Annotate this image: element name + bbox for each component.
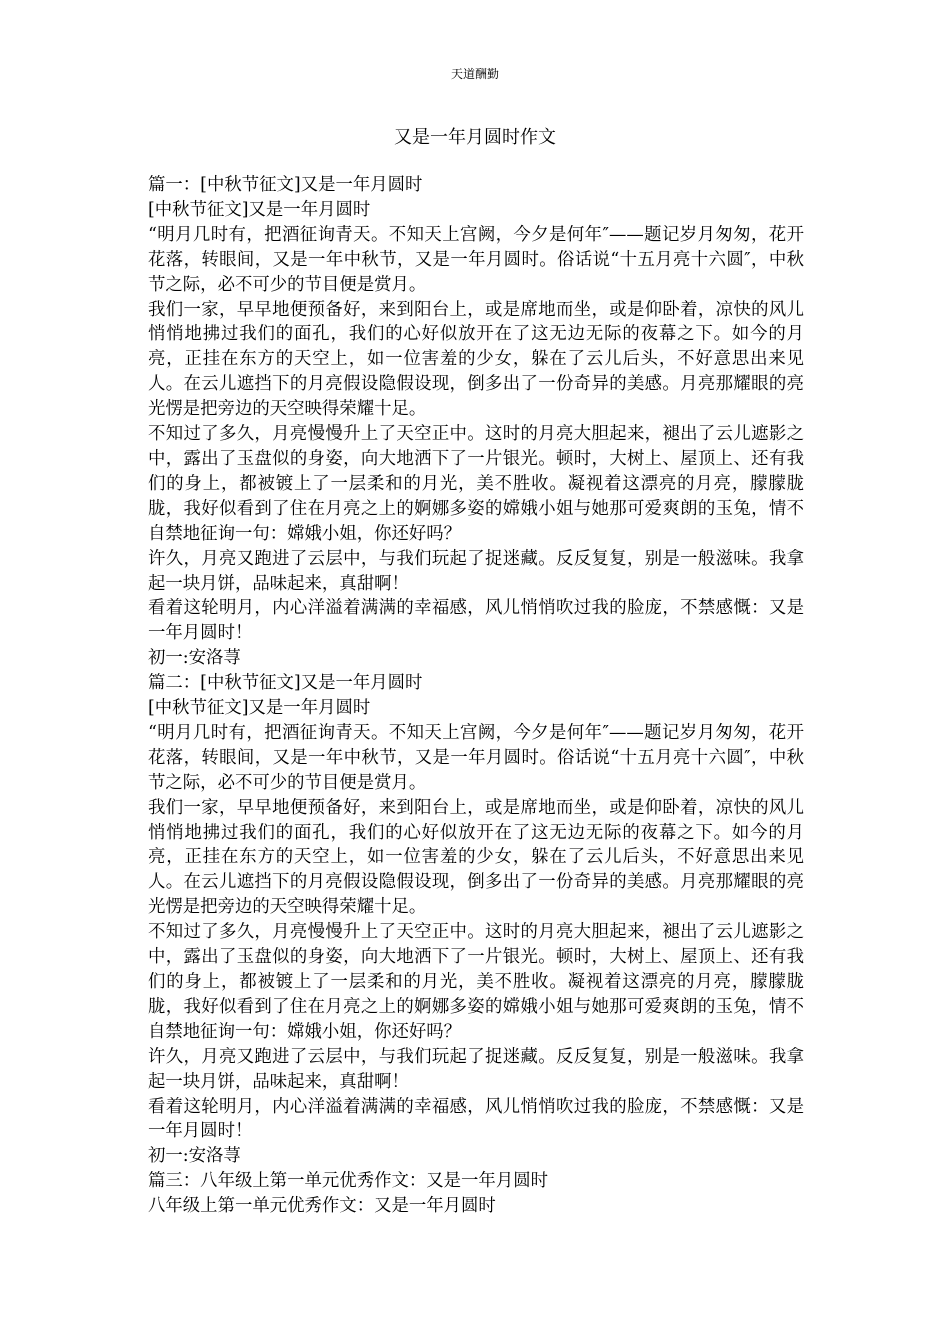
section-2-paragraph-1: “明月几时有，把酒征询青天。不知天上宫阙，今夕是何年″——题记岁月匆匆，花开花落，转眼间，又是一年中秋节，又是一年月圆时。俗话说“十五月亮十六圆″，中秋节之际，必不可少的节目便是赏月。 (148, 722, 804, 793)
section-1-paragraph-1: “明月几时有，把酒征询青天。不知天上宫阙，今夕是何年″——题记岁月匆匆，花开花落，转眼间，又是一年中秋节，又是一年月圆时。俗话说“十五月亮十六圆″，中秋节之际，必不可少的节目便是赏月。 (148, 224, 804, 295)
section-1-author: 初一:安洛荨 (148, 648, 241, 669)
section-2-subtitle: [中秋节征文]又是一年月圆时 (148, 698, 371, 719)
document-title: 又是一年月圆时作文 (394, 127, 556, 148)
section-3-subtitle: 八年级上第一单元优秀作文：又是一年月圆时 (148, 1196, 496, 1217)
section-1-paragraph-5: 看着这轮明月，内心洋溢着满满的幸福感，风儿悄悄吹过我的脸庞，不禁感慨：又是一年月圆时！ (148, 598, 804, 644)
section-1-paragraph-3: 不知过了多久，月亮慢慢升上了天空正中。这时的月亮大胆起来，褪出了云儿遮影之中，露出了玉盘似的身姿，向大地洒下了一片银光。顿时，大树上、屋顶上、还有我们的身上，都被镀上了一层柔和的月光，美不胜收。凝视着这漂亮的月亮，朦朦胧胧，我好似看到了住在月亮之上的婀娜多姿的嫦娥小姐与她那可爱爽朗的玉兔，情不自禁地征询一句：嫦娥小姐，你还好吗？ (148, 424, 804, 544)
document-body (148, 173, 804, 1219)
section-2-paragraph-4: 许久，月亮又跑进了云层中，与我们玩起了捉迷藏。反反复复，别是一般滋味。我拿起一块月饼，品味起来，真甜啊！ (148, 1046, 804, 1092)
section-1-paragraph-2: 我们一家，早早地便预备好，来到阳台上，或是席地而坐，或是仰卧着，凉快的风儿悄悄地拂过我们的面孔，我们的心好似放开在了这无边无际的夜幕之下。如今的月亮，正挂在东方的天空上，如一位害羞的少女，躲在了云儿后头，不好意思出来见人。在云儿遮挡下的月亮假设隐假设现，倒多出了一份奇异的美感。月亮那耀眼的亮光愣是把旁边的天空映得荣耀十足。 (148, 299, 804, 420)
section-2-paragraph-3: 不知过了多久，月亮慢慢升上了天空正中。这时的月亮大胆起来，褪出了云儿遮影之中，露出了玉盘似的身姿，向大地洒下了一片银光。顿时，大树上、屋顶上、还有我们的身上，都被镀上了一层柔和的月光，美不胜收。凝视着这漂亮的月亮，朦朦胧胧，我好似看到了住在月亮之上的婀娜多姿的嫦娥小姐与她那可爱爽朗的玉兔，情不自禁地征询一句：嫦娥小姐，你还好吗？ (148, 922, 804, 1042)
section-2-paragraph-5: 看着这轮明月，内心洋溢着满满的幸福感，风儿悄悄吹过我的脸庞，不禁感慨：又是一年月圆时！ (148, 1096, 804, 1142)
section-3-heading: 篇三：八年级上第一单元优秀作文：又是一年月圆时 (148, 1171, 548, 1192)
section-2-heading: 篇二：[中秋节征文]又是一年月圆时 (148, 673, 423, 694)
section-1-paragraph-4: 许久，月亮又跑进了云层中，与我们玩起了捉迷藏。反反复复，别是一般滋味。我拿起一块月饼，品味起来，真甜啊！ (148, 548, 804, 594)
section-1-heading: 篇一：[中秋节征文]又是一年月圆时 (148, 175, 423, 195)
page-header: 天道酬勤 (450, 67, 499, 81)
section-2-paragraph-2: 我们一家，早早地便预备好，来到阳台上，或是席地而坐，或是仰卧着，凉快的风儿悄悄地拂过我们的面孔，我们的心好似放开在了这无边无际的夜幕之下。如今的月亮，正挂在东方的天空上，如一位害羞的少女，躲在了云儿后头，不好意思出来见人。在云儿遮挡下的月亮假设隐假设现，倒多出了一份奇异的美感。月亮那耀眼的亮光愣是把旁边的天空映得荣耀十足。 (148, 797, 804, 918)
section-1-subtitle: [中秋节征文]又是一年月圆时 (148, 199, 371, 220)
section-2-author: 初一:安洛荨 (148, 1146, 241, 1167)
